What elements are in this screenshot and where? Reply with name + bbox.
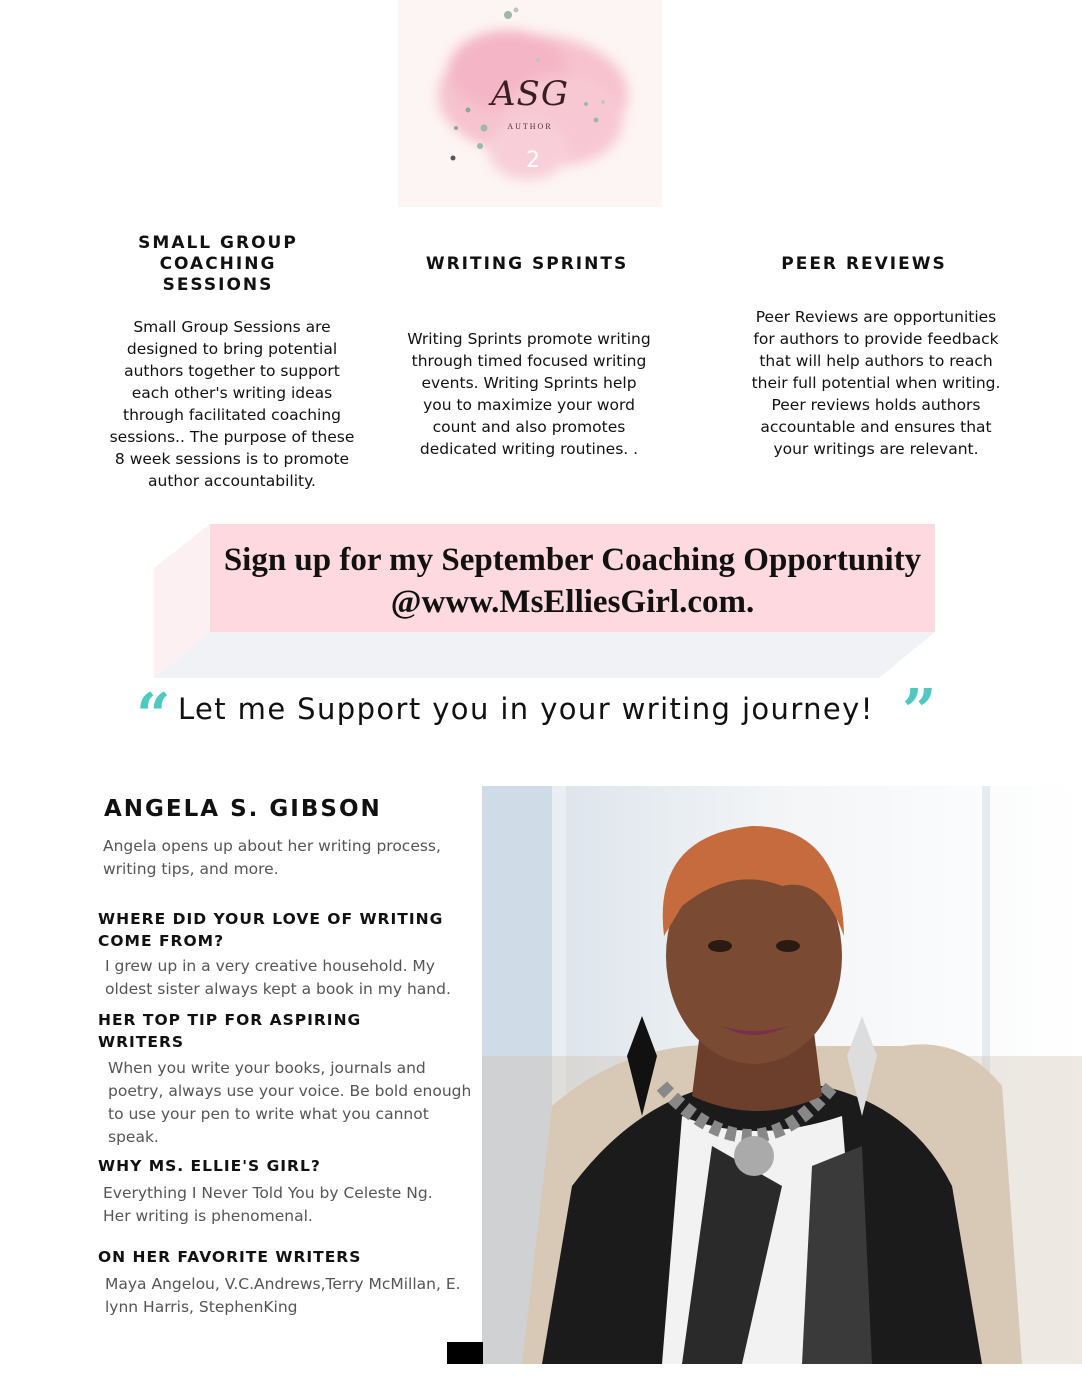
service-title-sprints: WRITING SPRINTS [425,254,629,274]
answer-text: Maya Angelou, V.C.Andrews,Terry McMillan, E. lynn Harris, StephenKing [105,1275,461,1316]
author-portrait [482,786,1082,1364]
question-heading: WHY MS. ELLIE'S GIRL? [98,1157,321,1175]
author-intro: Angela opens up about her writing process, writing tips, and more. [103,837,441,878]
pull-quote: Let me Support you in your writing journey! [178,692,874,726]
photo-frame-accent [447,1342,483,1364]
answer-text: Everything I Never Told You by Celeste Ng. Her writing is phenomenal. [103,1184,433,1225]
question-heading: HER TOP TIP FOR ASPIRING WRITERS [98,1011,362,1051]
question-heading: WHERE DID YOUR LOVE OF WRITING COME FROM? [98,910,444,950]
service-body-peer: Peer Reviews are opportunities for authors to provide feedback that will help authors to reach their full potential when writing. Peer reviews holds authors accountable and ensures that your writings are relevant. [751,308,1001,458]
banner-line-1: Sign up for my September Coaching Opportunity [223,542,922,578]
service-title-peer: PEER REVIEWS [781,254,947,274]
close-quote-icon: ” [902,677,937,747]
service-title-coaching: SMALL GROUP COACHING SESSIONS [138,233,298,295]
page-number: 2 [526,148,540,173]
logo-subtitle: AUTHOR [507,122,553,131]
portrait-illustration [482,786,1082,1364]
question-heading: ON HER FAVORITE WRITERS [98,1248,362,1266]
answer-text: I grew up in a very creative household. My oldest sister always kept a book in my hand. [105,957,451,998]
brand-logo [398,0,662,207]
logo-monogram: ASG [490,74,569,114]
answer-text: When you write your books, journals and poetry, always use your voice. Be bold enough to use your pen to write what you cannot speak. [108,1059,472,1146]
banner-link[interactable]: @www.MsElliesGirl.com. [390,584,755,620]
service-body-sprints: Writing Sprints promote writing through timed focused writing events. Writing Sprints help you to maximize your word count and also promotes dedicated writing routines. . [407,330,651,458]
author-name: ANGELA S. GIBSON [104,796,382,822]
signup-banner [210,524,935,632]
service-body-coaching: Small Group Sessions are designed to bring potential authors together to support each other's writing ideas through facilitated coaching sessions.. The purpose of these 8 week sessions is to promote author accountability. [109,318,355,490]
open-quote-icon: “ [136,681,171,751]
